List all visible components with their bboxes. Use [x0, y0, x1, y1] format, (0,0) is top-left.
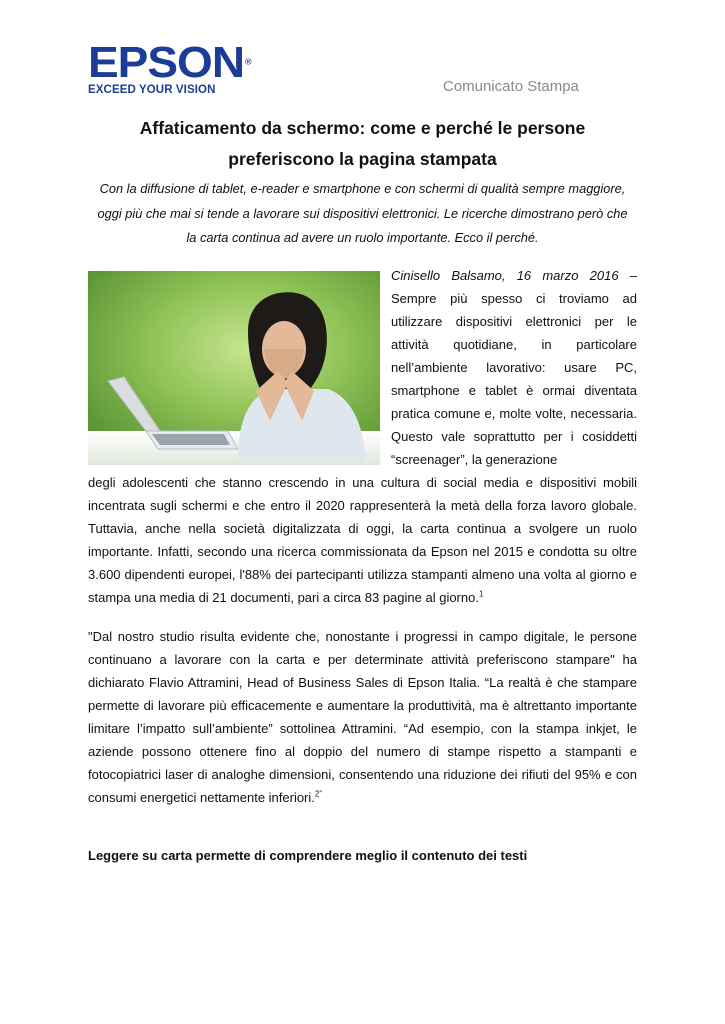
- logo-wordmark: EPSON®: [88, 37, 251, 87]
- epson-logo: [88, 37, 251, 96]
- paragraph-1-side: [391, 264, 637, 471]
- footnote-ref-2: 2”: [314, 789, 323, 799]
- paragraph-2-quote: "Dal nostro studio risulta evidente che, nonostante i progressi in campo digitale, le persone continuano a lavorare con la carta e per determinate attività preferiscono stampare" ha dichiarato Flavio Attramini, Head of Business Sales di Epson Italia. “La realtà è che stampare permette di lavorare più efficacemente e aumentare la produttività, ma è altrettanto importante limitare l’impatto sull’ambiente” sottolinea Attramini. “Ad esempio, con la stampa inkjet, le aziende possono ottenere fino al doppio del numero di stampe rispetto a stampanti e fotocopiatrici laser di analoghe dimensioni, consentendo una riduzione dei rifiuti del 95% e con consumi energetici nettamente inferiori.$^{2”}$: [88, 629, 637, 805]
- paragraph-1-side-text: – Sempre più spesso ci troviamo ad utilizzare dispositivi elettronici per le attività quotidiane, in particolare nell’ambiente lavorativo: usare PC, smartphone e tablet è ormai diventata pratica comune e, molte volte, necessaria. Questo vale soprattutto per i cosiddetti “screenager”, la generazione: [391, 268, 637, 467]
- section-subheading: Leggere su carta permette di comprendere meglio il contenuto dei testi: [88, 848, 528, 863]
- paragraph-1-continued: degli adolescenti che stanno crescendo in una cultura di social media e dispositivi mobili incentrata sugli schermi e che entro il 2020 rappresenterà la metà della forza lavoro globale. Tuttavia, anche nella società digitalizzata di oggi, la carta continua a svolgere un ruolo importante. Infatti, secondo una ricerca commissionata da Epson nel 2015 e condotta su oltre 3.600 dipendenti europei, l'88% dei partecipanti utilizza stampanti almeno una volta al giorno e stampa una media di 21 documenti, pari a circa 83 pagine al giorno.$^1$: [88, 475, 637, 605]
- logo-tagline: EXCEED YOUR VISION: [88, 84, 216, 96]
- document-type-label: Comunicato Stampa: [443, 78, 579, 95]
- article-title: Affaticamento da schermo: come e perché le persone preferiscono la pagina stampata: [139, 118, 586, 169]
- dateline: Cinisello Balsamo, 16 marzo 2016: [391, 268, 619, 283]
- footnote-ref-1: 1: [478, 589, 484, 599]
- article-lead: Con la diffusione di tablet, e-reader e smartphone e con schermi di qualità sempre maggiore, oggi più che mai si tende a lavorare sui dispositivi elettronici. Le ricerche dimostrano però che la carta continua ad avere un ruolo importante. Ecco il perché.: [97, 181, 628, 245]
- article-photo: [88, 271, 380, 465]
- registered-mark: ®: [245, 57, 251, 67]
